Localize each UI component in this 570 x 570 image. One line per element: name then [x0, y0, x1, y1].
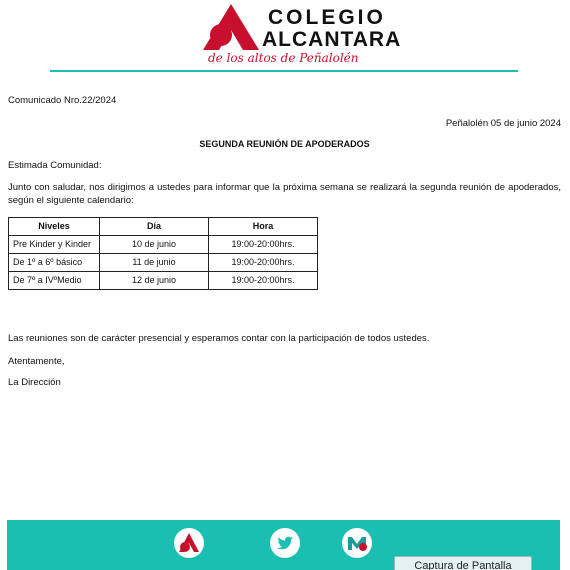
footer-bar: [7, 520, 560, 570]
cell-dia: 12 de junio: [100, 272, 209, 290]
closing-paragraph: Las reuniones son de carácter presencial y esperamos contar con la participación de todos ustedes.: [8, 333, 430, 344]
twitter-icon[interactable]: [270, 528, 300, 558]
m-logo-icon[interactable]: [342, 528, 372, 558]
greeting: Estimada Comunidad:: [8, 160, 102, 171]
table-row: [9, 272, 318, 290]
logo-text-colegio: COLEGIO: [268, 6, 386, 29]
intro-paragraph: Junto con saludar, nos dirigimos a ustedes para informar que la próxima semana se realizará la segunda reunión de apoderados, según el siguiente calendario:: [8, 182, 561, 206]
header-dia: Día: [100, 218, 209, 236]
document-date: Peñalolén 05 de junio 2024: [445, 118, 561, 129]
school-logo-icon: [203, 4, 259, 50]
table-header-row: [9, 218, 318, 236]
document-title: SEGUNDA REUNIÓN DE APODERADOS: [199, 139, 370, 149]
signature: La Dirección: [8, 377, 61, 388]
table-row: [9, 236, 318, 254]
cell-nivel: De 1º a 6º básico: [9, 254, 100, 272]
screenshot-tooltip: Captura de Pantalla: [394, 556, 532, 570]
valediction: Atentamente,: [8, 356, 65, 367]
schedule-table: [8, 217, 318, 290]
comunicado-number: Comunicado Nro.22/2024: [8, 95, 117, 106]
school-logo-icon[interactable]: [174, 528, 204, 558]
cell-nivel: De 7º a IVºMedio: [9, 272, 100, 290]
cell-dia: 11 de junio: [100, 254, 209, 272]
letterhead: [0, 0, 570, 80]
logo-tagline: de los altos de Peñalolén: [208, 51, 359, 65]
table-row: [9, 254, 318, 272]
cell-dia: 10 de junio: [100, 236, 209, 254]
logo-text-alcantara: ALCANTARA: [262, 28, 402, 51]
cell-hora: 19:00-20:00hrs.: [209, 236, 318, 254]
cell-nivel: Pre Kinder y Kinder: [9, 236, 100, 254]
header-divider: [50, 70, 518, 72]
cell-hora: 19:00-20:00hrs.: [209, 272, 318, 290]
header-niveles: Niveles: [9, 218, 100, 236]
cell-hora: 19:00-20:00hrs.: [209, 254, 318, 272]
header-hora: Hora: [209, 218, 318, 236]
